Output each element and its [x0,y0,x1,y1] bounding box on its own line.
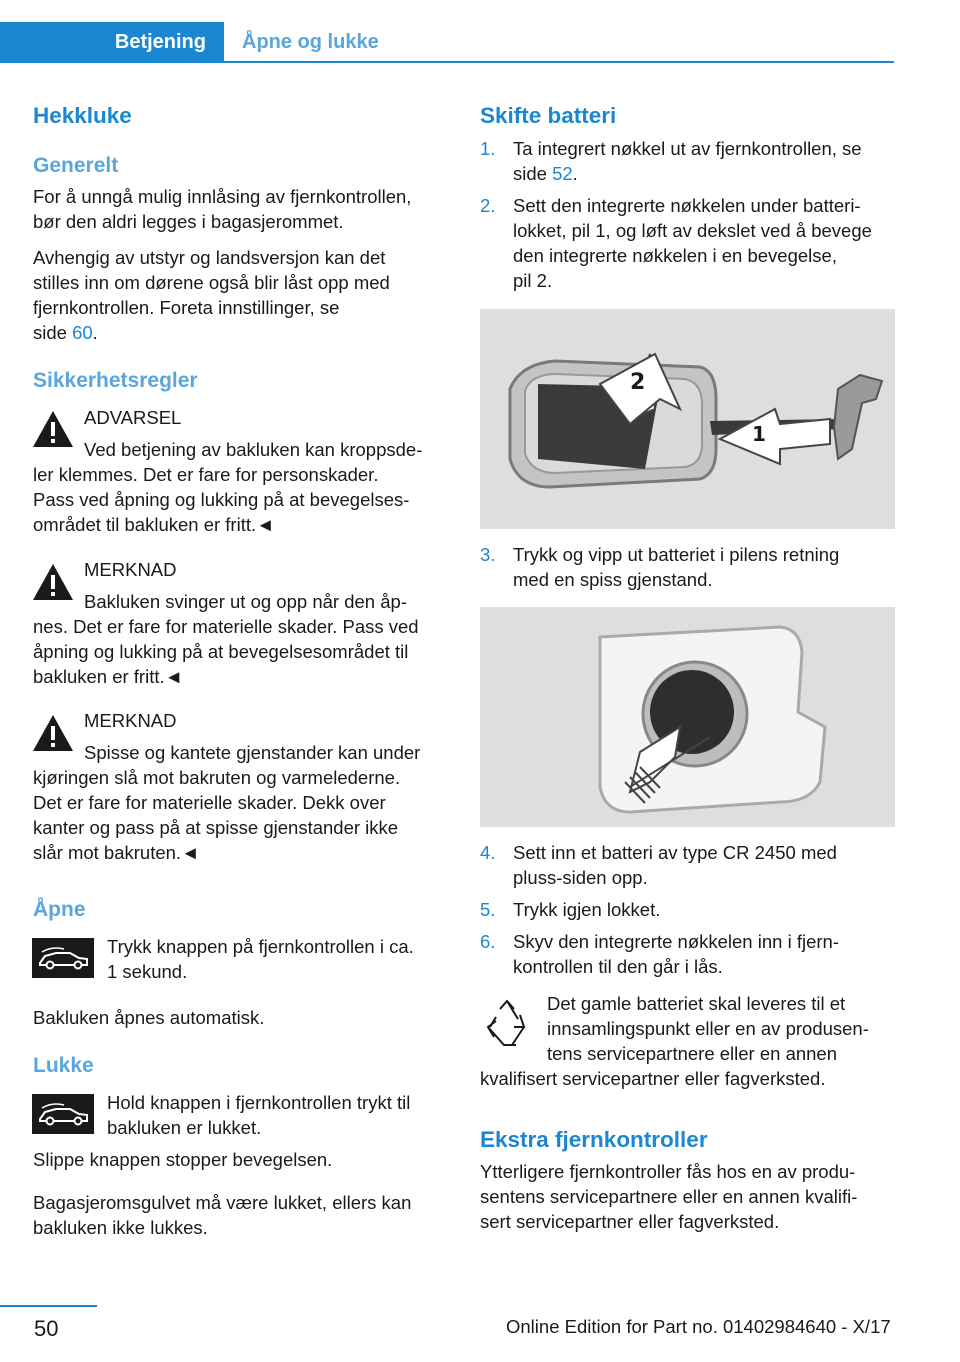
lukke-after-text-2: Bagasjeromsgulvet må være lukket, ellers kan bakluken ikke lukkes. [33,1192,412,1238]
heading-lukke: Lukke [33,1054,94,1077]
step-number: 2. [480,195,496,216]
warning-label: MERKNAD [84,559,177,580]
page-title: Hekkluke [33,103,132,128]
arrow-label-1: 1 [752,422,766,446]
warning-triangle-icon [30,559,76,605]
edition-text: Online Edition for Part no. 01402984640 - X/17 [506,1316,891,1337]
warning-text: Spisse og kantete gjenstander kan under [84,742,421,763]
recycle-icon [482,997,532,1051]
ekstra-text: Ytterligere fjernkontroller fås hos en av produ‐ sentens servicepartnere eller en annen kvalifi‐ sert servicepartner eller fagverksted. [480,1161,858,1232]
paragraph-generelt-2: Avhengig av utstyr og landsversjon kan det stilles inn om dørene også blir låst opp med fjernkontrollen. Foreta innstillinger, se side 60. [33,247,390,343]
recycle-text-end: kvalifisert servicepartner eller fagverksted. [480,1068,826,1089]
step-text: Trykk igjen lokket. [513,899,661,920]
heading-ekstra-fjernkontroller: Ekstra fjernkontroller [480,1127,708,1152]
warning-label: ADVARSEL [84,407,182,428]
step-text: Skyv den integrerte nøkkelen inn i fjern‐ kontrollen til den går i lås. [513,931,839,977]
step-text: Trykk og vipp ut batteriet i pilens retning med en spiss gjenstand. [513,544,840,590]
apne-text: Trykk knappen på fjernkontrollen i ca. 1 sekund. [107,936,414,982]
warning-triangle-icon [30,406,76,452]
section-tab[interactable]: Betjening [0,22,224,63]
warning-label: MERKNAD [84,710,177,731]
page-link-60[interactable]: 60 [72,322,93,343]
step-number: 6. [480,931,496,952]
warning-text: Bakluken svinger ut og opp når den åp‐ [84,591,407,612]
paragraph-generelt-1: For å unngå mulig innlåsing av fjernkontrollen, bør den aldri legges i bagasjerommet. [33,186,412,232]
arrow-label-2: 2 [630,370,646,395]
heading-generelt: Generelt [33,154,119,177]
step-number: 4. [480,842,496,863]
warning-text: kjøringen slå mot bakruten og varmelederne. Det er fare for materielle skader. Dekk over kanter og pass på at spisse gjenstander ikke slår mot bakruten.◄ [33,767,401,863]
heading-sikkerhetsregler: Sikkerhetsregler [33,369,198,392]
lukke-text: Hold knappen i fjernkontrollen trykt til bakluken er lukket. [107,1092,411,1138]
step-number: 3. [480,544,496,565]
warning-text: nes. Det er fare for materielle skader. Pass ved åpning og lukking på at bevegelsesområdet til bakluken er fritt.◄ [33,616,419,687]
battery-removal-figure [480,607,895,827]
warning-text: ler klemmes. Det er fare for personskader. Pass ved åpning og lukking på at bevegelses‐ området til bakluken er fritt.◄ [33,464,410,535]
lukke-after-text: Slippe knappen stopper bevegelsen. [33,1149,333,1170]
step-text: Sett den integrerte nøkkelen under batteri‐ lokket, pil 1, og løft av dekslet ved å bevege den integrerte nøkkelen i en bevegelse, pil 2. [513,195,872,291]
key-cover-removal-figure [480,309,895,529]
heading-skifte-batteri: Skifte batteri [480,103,617,128]
warning-text: Ved betjening av bakluken kan kroppsde‐ [84,439,423,460]
remote-tailgate-icon [32,1094,94,1134]
heading-apne: Åpne [33,898,86,921]
page-number: 50 [34,1316,59,1341]
header-rule [224,61,894,63]
step-number: 5. [480,899,496,920]
step-text: Ta integrert nøkkel ut av fjernkontrollen, se side 52. [513,138,862,184]
subsection-tab[interactable]: Åpne og lukke [242,31,379,53]
step-text: Sett inn et batteri av type CR 2450 med pluss-siden opp. [513,842,837,888]
warning-triangle-icon [30,710,76,756]
remote-tailgate-icon [32,938,94,978]
page-link-52[interactable]: 52 [552,163,573,184]
step-number: 1. [480,138,496,159]
apne-after-text: Bakluken åpnes automatisk. [33,1007,265,1028]
recycle-text: Det gamle batteriet skal leveres til et innsamlingspunkt eller en av produsen‐ tens servicepartnere eller en annen [547,993,869,1064]
footer-rule [0,1305,97,1307]
